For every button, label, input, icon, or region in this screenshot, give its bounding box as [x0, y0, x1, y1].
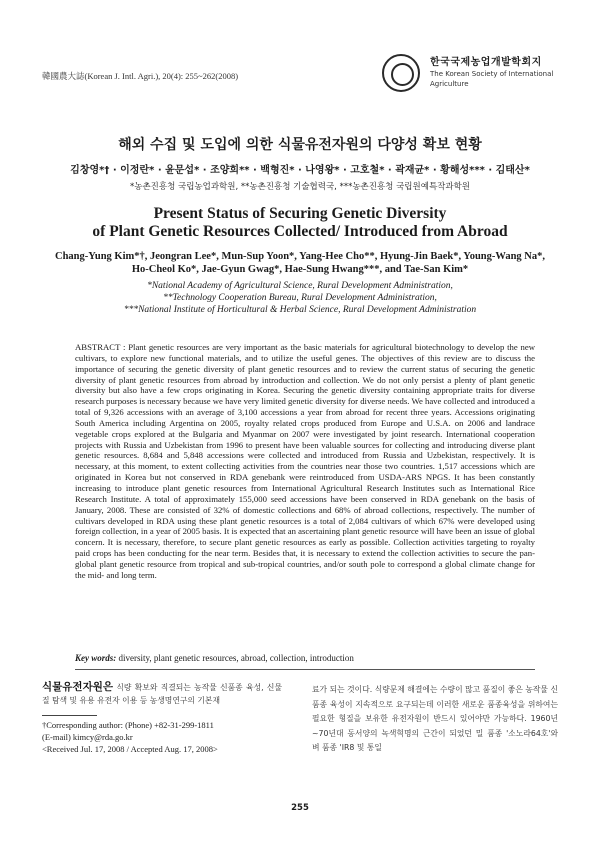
keywords-label: Key words:	[75, 653, 117, 663]
body-lead-word: 식물유전자원은	[42, 681, 114, 693]
society-logo	[382, 52, 562, 96]
abstract-label: ABSTRACT :	[75, 342, 126, 352]
keywords-text: diversity, plant genetic resources, abroad, collection, introduction	[116, 653, 354, 663]
english-authors-line: Chang-Yung Kim*†, Jeongran Lee*, Mun-Sup Yoon*, Yang-Hee Cho**, Hyung-Jin Baek*, Young-Wang Na*,	[55, 251, 545, 262]
body-left-text: 식량 확보와 직결되는 농작물 신품종 육성, 신물질 탐색 및 유용 유전자 이용 등 농생명연구의 기본재	[42, 683, 282, 705]
affiliation-line: ***National Institute of Horticultural & Herbal Science, Rural Development Administration	[123, 305, 477, 315]
society-seal-icon	[382, 54, 420, 92]
english-title-line: Present Status of Securing Genetic Diversity	[153, 205, 447, 222]
society-name-korean: 한국국제농업개발학회지	[430, 57, 542, 68]
affiliation-line: *National Academy of Agricultural Science, Rural Development Administration,	[147, 281, 453, 291]
affiliation-line: **Technology Cooperation Bureau, Rural Development Administration,	[163, 293, 437, 303]
english-affiliations	[0, 280, 600, 316]
society-name-english: The Korean Society of International Agriculture	[430, 70, 554, 88]
body-column-left	[42, 681, 282, 707]
english-title	[0, 205, 600, 241]
abstract-text: Plant genetic resources are very important as the basic materials for agricultural biotechnology to develop the new cultivars, to explore new functional materials, and to utilize the useful genes. The objectives of this review are to discuss the importance of securing the genetic diversity of plant genetic resources and to review the current status of securing the genetic diversity of plant genetic resources from abroad by introduction and collection. We do not only persist a plenty of plant genetic diversity but also have a few crops originating in Korea. Securing the genetic diversity containing appropriate traits for diverse research purposes is necessary because we have very limited genetic diversity for diverse needs. We have collected and introduced a total of 9,326 accessions with an average of 3,100 accessions a year from abroad for recent three years. Accessions originating South America including Argentina on 2005, royalty related crops produced from Europe and U.S.A. on 2006 and landrace vegetable crops explored at the Bulgaria and Myanmar on 2007 were investigated by joint research. International cooperation projects with Russia and Uzbekistan from 1996 to present have been valuable sources for collecting and introducing diverse plant genetic resources. 8,684 and 5,848 accessions were collected and introduced from Russia and Uzbekistan, respectively. It is necessary, at this moment, to extent collecting activities from the countries near those two countries. 1,517 accessions which are originated in Korea but not conserved in RDA genebank were reintroduced from USDA-ARS NPGS. It has been constantly increasing to introduce plant genetic resources from International Agricultural Research Institutes such as International Rice Research Institute. A total of approximately 155,000 seed accessions have been conserved in RDA genebank on the basis of January, 2008. These are consisted of 32% of domestic collections and 68% of abroad collections, respectively. The number of cultivars developed in RDA using these plant genetic resources is a total of 2,084 cultivars of which 67% were developed using foreign collection, in a year of 2005 basis. It is expected that an ascertaining plant genetic resource will have been an issue of global concern. It is necessary, therefore, to secure plant genetic resources as early as possible. Collection activities targeting to royalty paid crops has been conducting for the near term. Besides that, it is necessary to extend the collection activities to secure the pan-global plant genetic resource from tropical and sub-tropical countries, and/or south pole to correspond a global climate change for the mid- and long term.	[75, 342, 535, 580]
footnote	[42, 719, 292, 755]
author-email: (E-mail) kimcy@rda.go.kr	[42, 732, 133, 742]
abstract	[75, 342, 535, 581]
korean-affiliations: *농촌진흥청 국립농업과학원, **농촌진흥청 기술협력국, ***농촌진흥청 국립원예특작과학원	[129, 182, 470, 192]
korean-title: 해외 수집 및 도입에 의한 식물유전자원의 다양성 확보 현황	[118, 137, 482, 153]
keywords	[75, 653, 535, 663]
footnote-divider	[42, 715, 97, 716]
body-column-right: 료가 되는 것이다. 식량문제 해결에는 수량이 많고 품질이 좋은 농작물 신품종 육성이 지속적으로 요구되는데 이러한 새로운 품종육성을 위하여는 필요한 형질을 보유한 유전자원이 반드시 있어야만 가능하다. 1960년~70년대 동서양의 녹색혁명의 근간이 되었던 밀 품종 '소노라64호'와 벼 품종 'IR8 및 통일	[312, 685, 558, 753]
abstract-divider	[75, 669, 535, 670]
corresponding-author: †Corresponding author: (Phone) +82-31-299-1811	[42, 720, 214, 730]
english-authors-line: Ho-Cheol Ko*, Jae-Gyun Gwag*, Hae-Sung Hwang***, and Tae-San Kim*	[131, 264, 469, 275]
korean-authors: 김창영*† · 이정란* · 윤문섭* · 조양희** · 백형진* · 나영왕* · 고호철* · 곽재균* · 황해성*** · 김태산*	[70, 165, 530, 176]
journal-citation: 韓國農大誌(Korean J. Intl. Agri.), 20(4): 255~262(2008)	[42, 71, 239, 81]
english-authors	[0, 250, 600, 276]
english-title-line: of Plant Genetic Resources Collected/ Introduced from Abroad	[92, 223, 508, 240]
page-number: 255	[291, 803, 309, 813]
received-accepted-dates: <Received Jul. 17, 2008 / Accepted Aug. 17, 2008>	[42, 744, 218, 754]
